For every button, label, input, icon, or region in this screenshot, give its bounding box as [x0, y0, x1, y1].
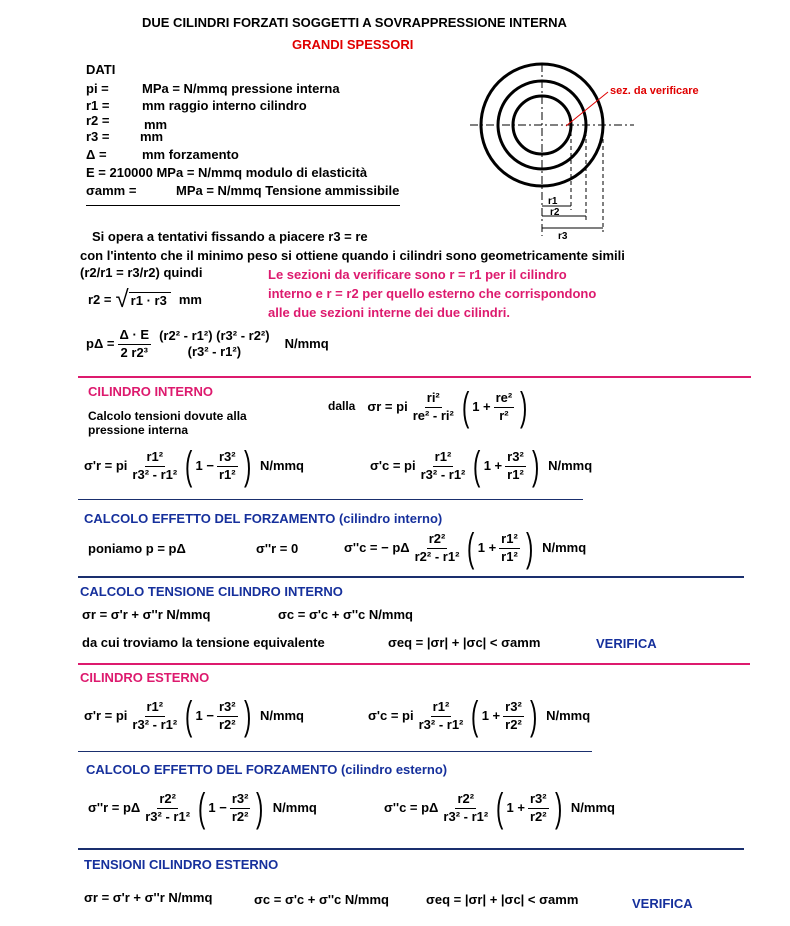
s1r-est-num: r1² [145, 700, 166, 717]
formula-r2-lhs: r2 = [88, 291, 112, 307]
formula-r2-radicand: r1 · r3 [129, 292, 171, 309]
s2c-frac [413, 532, 462, 565]
s2c-est-in-num: r3² [528, 792, 549, 809]
formula-s1r-esterno [84, 696, 304, 736]
s1c-est-den: r3² - r1² [418, 716, 464, 732]
s2c-est-in-den: r2² [529, 808, 547, 824]
dati-r3 [86, 130, 163, 145]
pdelta-frac1 [118, 328, 152, 361]
s2r-est-num: r2² [157, 792, 178, 809]
pdelta-den2: (r3² - r1²) [187, 344, 242, 360]
s1c-num: r1² [433, 450, 454, 467]
formula-sr-lame [328, 387, 531, 427]
rule-1 [78, 376, 751, 378]
rule-6 [78, 848, 744, 850]
r3-label: r3 [558, 231, 568, 242]
dati-pi [86, 82, 340, 97]
cil-esterno-heading: CILINDRO ESTERNO [80, 670, 210, 685]
s2c-est-den: r3² - r1² [443, 808, 489, 824]
s1r-est-in-den: r2² [218, 716, 236, 732]
s1c-one-plus: 1 + [483, 457, 503, 473]
s1r-est-in-num: r3² [217, 700, 238, 717]
formula-s2r-esterno [88, 788, 317, 828]
dati-r1 [86, 99, 307, 114]
s1c-frac [419, 450, 468, 483]
s2c-unit: N/mmq [542, 539, 587, 555]
s1c-unit: N/mmq [548, 457, 593, 473]
sr-lhs: σr = pi [367, 398, 408, 414]
s2r-est-paren: ( 1 − $\frac{\text{r3²}}{\text{r2²}}$ ) [198, 786, 264, 830]
cil-interno-heading: CILINDRO INTERNO [88, 384, 213, 399]
sr-den: re² - ri² [412, 407, 454, 423]
tens-interno-sc: σc = σ'c + σ''c N/mmq [278, 607, 413, 622]
s1r-est-one-minus: 1 − [195, 707, 214, 723]
sezione-label: sez. da verificare [610, 85, 699, 97]
s1c-est-paren: ( 1 + $\frac{\text{r3²}}{\text{r2²}}$ ) [471, 694, 538, 738]
s2c-est-num: r2² [455, 792, 476, 809]
pdelta-den1: 2 r2³ [120, 344, 149, 360]
s2r-interno: σ''r = 0 [256, 541, 299, 556]
sr-frac [411, 391, 456, 424]
s1r-est-den: r3² - r1² [132, 716, 178, 732]
s2c-est-unit: N/mmq [570, 799, 615, 815]
s2c-est-frac [441, 792, 490, 825]
s1r-lhs: σ'r = pi [84, 457, 128, 473]
formula-r2 [88, 288, 202, 312]
tens-interno-verifica: VERIFICA [596, 636, 657, 651]
s1c-paren: ( 1 + $\frac{\text{r3²}}{\text{r1²}}$ ) [473, 444, 540, 488]
s1r-est-unit: N/mmq [259, 707, 304, 723]
s1r-est-in-frac [217, 700, 238, 733]
sr-in-num: re² [494, 391, 515, 408]
dati-heading: DATI [86, 62, 116, 77]
formula-s1c-interno [370, 446, 592, 486]
s1c-est-lhs: σ'c = pi [368, 707, 414, 723]
s2r-est-frac [143, 792, 192, 825]
pdelta-num2: (r2² - r1²) (r3² - r2²) [159, 327, 270, 343]
sr-in-den: r² [499, 407, 509, 423]
tens-interno-eq-text: da cui troviamo la tensione equivalente [82, 635, 325, 650]
s1r-unit: N/mmq [259, 457, 304, 473]
rule-3 [78, 576, 744, 578]
dati-delta [86, 148, 239, 163]
s1c-est-one-plus: 1 + [481, 707, 501, 723]
s2c-paren: ( 1 + $\frac{\text{r1²}}{\text{r1²}}$ ) [467, 526, 534, 570]
s1c-est-unit: N/mmq [546, 707, 591, 723]
s2r-est-in-frac [230, 792, 251, 825]
intro-note3: alle due sezioni interne dei due cilindri. [268, 305, 510, 320]
s2c-num: r2² [427, 532, 448, 549]
tens-esterno-sc: σc = σ'c + σ''c N/mmq [254, 892, 389, 907]
s2r-est-in-num: r3² [230, 792, 251, 809]
s1c-lhs: σ'c = pi [370, 457, 416, 473]
s1c-est-num: r1² [431, 700, 452, 717]
cil-interno-desc1: Calcolo tensioni dovute alla [88, 409, 247, 423]
intro-note2: interno e r = r2 per quello esterno che corrispondono [268, 286, 597, 301]
s1c-in-den: r1² [507, 466, 524, 482]
s1r-est-lhs: σ'r = pi [84, 707, 128, 723]
rule-4 [78, 663, 750, 665]
dati-rule [86, 205, 400, 206]
tens-interno-sr: σr = σ'r + σ''r N/mmq [82, 607, 211, 622]
s2c-one-plus: 1 + [477, 539, 497, 555]
pdelta-frac2 [157, 329, 272, 361]
forz-interno-heading: CALCOLO EFFETTO DEL FORZAMENTO (cilindro interno) [84, 511, 443, 526]
s1c-den: r3² - r1² [420, 466, 466, 482]
sr-in-frac [494, 391, 515, 424]
s1r-in-frac [217, 450, 238, 483]
s2c-in-frac [499, 532, 520, 565]
dati-r3-sym: r3 = [86, 129, 110, 144]
sr-one-plus: 1 + [472, 398, 491, 414]
s1r-est-paren: ( 1 − $\frac{\text{r3²}}{\text{r2²}}$ ) [185, 694, 251, 738]
r2-label: r2 [550, 207, 560, 218]
s2r-est-den: r3² - r1² [145, 808, 191, 824]
s1c-est-frac [417, 700, 466, 733]
s1r-num: r1² [145, 450, 166, 467]
s2r-est-in-den: r2² [231, 808, 249, 824]
tens-esterno-heading: TENSIONI CILINDRO ESTERNO [84, 857, 279, 872]
s1c-est-in-num: r3² [503, 700, 524, 717]
poniamo-label: poniamo p = pΔ [88, 541, 186, 556]
formula-r2-unit: mm [178, 291, 202, 307]
tens-interno-eq: σeq = |σr| + |σc| < σamm [388, 635, 541, 650]
s1r-one-minus: 1 − [195, 457, 214, 473]
sr-num: ri² [425, 391, 442, 408]
s1r-in-num: r3² [217, 450, 238, 467]
dati-r2-sym: r2 = [86, 113, 110, 128]
s2c-den: r2² - r1² [414, 548, 460, 564]
tens-esterno-sr: σr = σ'r + σ''r N/mmq [84, 890, 213, 905]
s1c-in-num: r3² [505, 450, 526, 467]
formula-pdelta [86, 328, 329, 361]
formula-s1c-esterno [368, 696, 590, 736]
cross-section-diagram [468, 58, 718, 243]
intro-line2: con l'intento che il minimo peso si ottiene quando i cilindri sono geometricamente simili [80, 248, 625, 263]
s2c-est-paren: ( 1 + $\frac{\text{r3²}}{\text{r2²}}$ ) [496, 786, 562, 830]
s2c-lhs: σ''c = − pΔ [344, 539, 410, 555]
s2r-est-unit: N/mmq [272, 799, 317, 815]
s2c-est-in-frac [528, 792, 549, 825]
formula-pdelta-lhs: pΔ = [86, 335, 115, 351]
tens-interno-heading: CALCOLO TENSIONE CILINDRO INTERNO [80, 584, 343, 599]
dati-r2 [86, 113, 168, 132]
s2c-in-den: r1² [501, 548, 518, 564]
s1r-est-frac [130, 700, 179, 733]
s2r-est-lhs: σ''r = pΔ [88, 799, 141, 815]
r1-label: r1 [548, 196, 558, 207]
s2r-est-one-minus: 1 − [208, 799, 227, 815]
s2c-est-one-plus: 1 + [506, 799, 525, 815]
formula-s2c-interno [344, 528, 586, 568]
dati-e: E = 210000 MPa = N/mmq modulo di elasticità [86, 165, 368, 180]
s2c-in-num: r1² [499, 532, 520, 549]
dati-delta-desc: mm forzamento [142, 147, 239, 162]
forz-esterno-heading: CALCOLO EFFETTO DEL FORZAMENTO (cilindro esterno) [86, 762, 448, 777]
intro-line3: (r2/r1 = r3/r2) quindi [80, 265, 203, 280]
formula-s2c-esterno [384, 788, 615, 828]
s1c-in-frac [505, 450, 526, 483]
dati-r2-desc: mm [144, 117, 168, 132]
dalla-label: dalla [328, 399, 356, 414]
dati-delta-sym: Δ = [86, 147, 107, 162]
sr-paren: ( 1 + $\frac{\text{re²}}{\text{r²}}$ ) [461, 385, 528, 429]
pdelta-unit: N/mmq [284, 335, 329, 351]
s1c-est-in-den: r2² [505, 716, 522, 732]
formula-s1r-interno [84, 446, 304, 486]
rule-2 [78, 499, 583, 500]
s1r-den: r3² - r1² [132, 466, 178, 482]
dati-pi-desc: MPa = N/mmq pressione interna [142, 81, 340, 96]
dati-r3-desc: mm [140, 129, 164, 144]
dati-r1-sym: r1 = [86, 98, 110, 113]
s1r-frac [130, 450, 179, 483]
sqrt-symbol: √ [115, 286, 129, 313]
pdelta-num1: Δ · E [118, 328, 152, 345]
page-title: DUE CILINDRI FORZATI SOGGETTI A SOVRAPPRESSIONE INTERNA [142, 15, 567, 30]
intro-note1: Le sezioni da verificare sono r = r1 per il cilindro [268, 267, 567, 282]
tens-esterno-verifica: VERIFICA [632, 896, 693, 911]
intro-line1: Si opera a tentativi fissando a piacere r3 = re [92, 229, 368, 244]
dati-samm-desc: MPa = N/mmq Tensione ammissibile [176, 183, 400, 198]
s1r-paren: ( 1 − $\frac{\text{r3²}}{\text{r1²}}$ ) [185, 444, 251, 488]
s1c-est-in-frac [503, 700, 524, 733]
page-subtitle: GRANDI SPESSORI [292, 37, 414, 52]
dati-r1-desc: mm raggio interno cilindro [142, 98, 307, 113]
tens-esterno-eq: σeq = |σr| + |σc| < σamm [426, 892, 579, 907]
rule-5 [78, 751, 592, 752]
s2c-est-lhs: σ''c = pΔ [384, 799, 439, 815]
dati-samm [86, 184, 399, 199]
dati-samm-sym: σamm = [86, 183, 137, 198]
dati-pi-sym: pi = [86, 81, 109, 96]
cil-interno-desc2: pressione interna [88, 423, 189, 437]
s1r-in-den: r1² [218, 466, 236, 482]
